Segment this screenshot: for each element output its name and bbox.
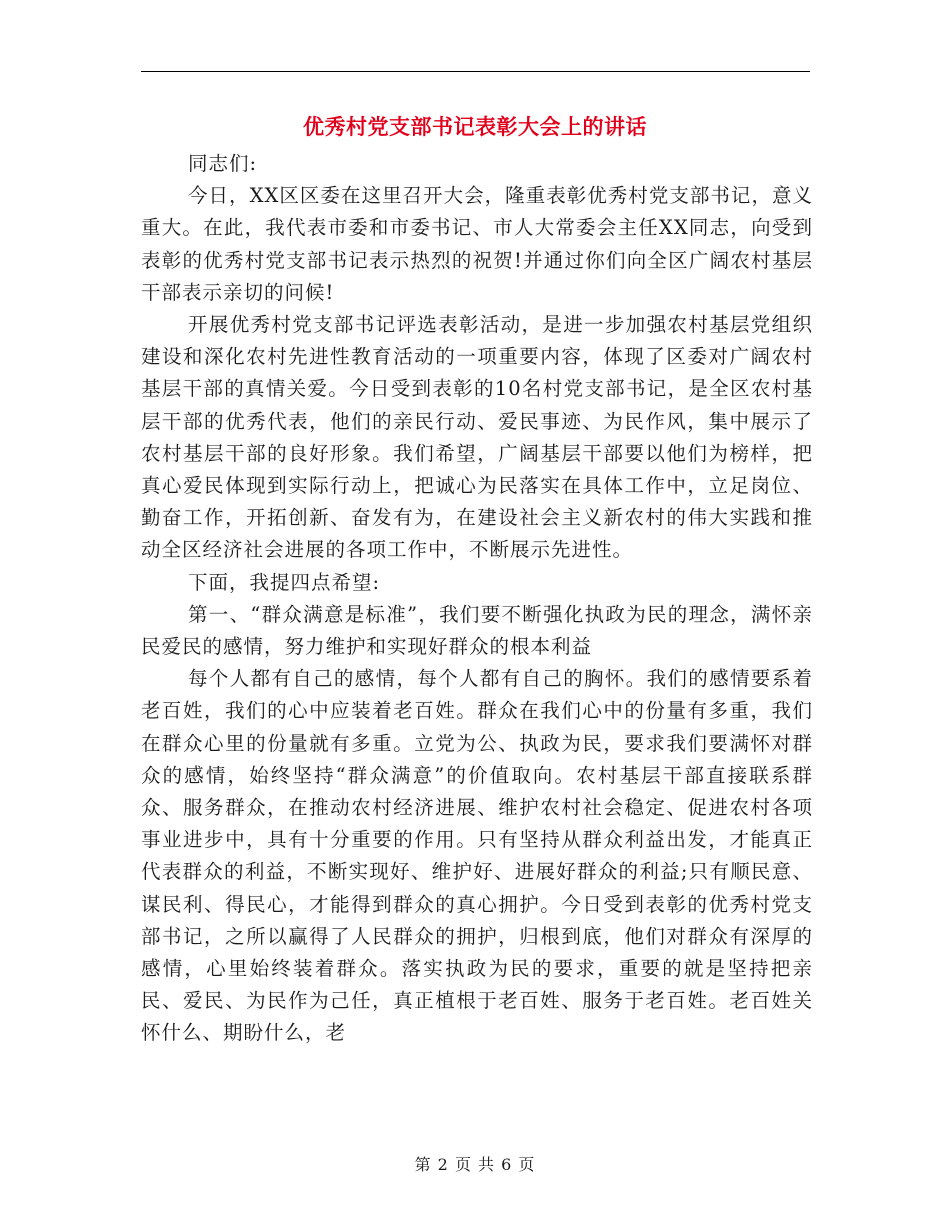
document-body <box>141 148 813 1050</box>
paragraph-significance: 开展优秀村党支部书记评选表彰活动，是进一步加强农村基层党组织建设和深化农村先进性教育活动的一项重要内容，体现了区委对广阔农村基层干部的真情关爱。今日受到表彰的10名村党支部书记，是全区农村基层干部的优秀代表，他们的亲民行动、爱民事迹、为民作风，集中展示了农村基层干部的良好形象。我们希望，广阔基层干部要以他们为榜样，把真心爱民体现到实际行动上，把诚心为民落实在具体工作中，立足岗位、勤奋工作，开拓创新、奋发有为，在建设社会主义新农村的伟大实践和推动全区经济社会进展的各项工作中，不断展示先进性。 <box>141 313 813 562</box>
paragraph-opening: 今日，XX区区委在这里召开大会，隆重表彰优秀村党支部书记，意义重大。在此，我代表市委和市委书记、市人大常委会主任XX同志，向受到表彰的优秀村党支部书记表示热烈的祝贺!并通过你们向全区广阔农村基层干部表示亲切的问候! <box>141 184 813 304</box>
page-footer: 第 2 页 共 6 页 <box>414 1155 536 1174</box>
paragraph-first-point: 每个人都有自己的感情，每个人都有自己的胸怀。我们的感情要系着老百姓，我们的心中应装着老百姓。群众在我们心中的份量有多重，我们在群众心里的份量就有多重。立党为公、执政为民，要求我们要满怀对群众的感情，始终坚持“群众满意”的价值取向。农村基层干部直接联系群众、服务群众，在推动农村经济进展、维护农村社会稳定、促进农村各项事业进步中，具有十分重要的作用。只有坚持从群众利益出发，才能真正代表群众的利益，不断实现好、维护好、进展好群众的利益;只有顺民意、谋民利、得民心，才能得到群众的真心拥护。今日受到表彰的优秀村党支部书记，之所以赢得了人民群众的拥护，归根到底，他们对群众有深厚的感情，心里始终装着群众。落实执政为民的要求，重要的就是坚持把亲民、爱民、为民作为己任，真正植根于老百姓、服务于老百姓。老百姓关怀什么、期盼什么，老 <box>141 667 813 1045</box>
section-heading-first: 第一、“群众满意是标准”，我们要不断强化执政为民的理念，满怀亲民爱民的感情，努力维护和实现好群众的根本利益 <box>141 602 813 659</box>
document-title: 优秀村党支部书记表彰大会上的讲话 <box>303 114 647 139</box>
paragraph-transition: 下面，我提四点希望: <box>188 570 381 594</box>
salutation: 同志们: <box>188 152 258 175</box>
header-rule <box>141 71 810 72</box>
